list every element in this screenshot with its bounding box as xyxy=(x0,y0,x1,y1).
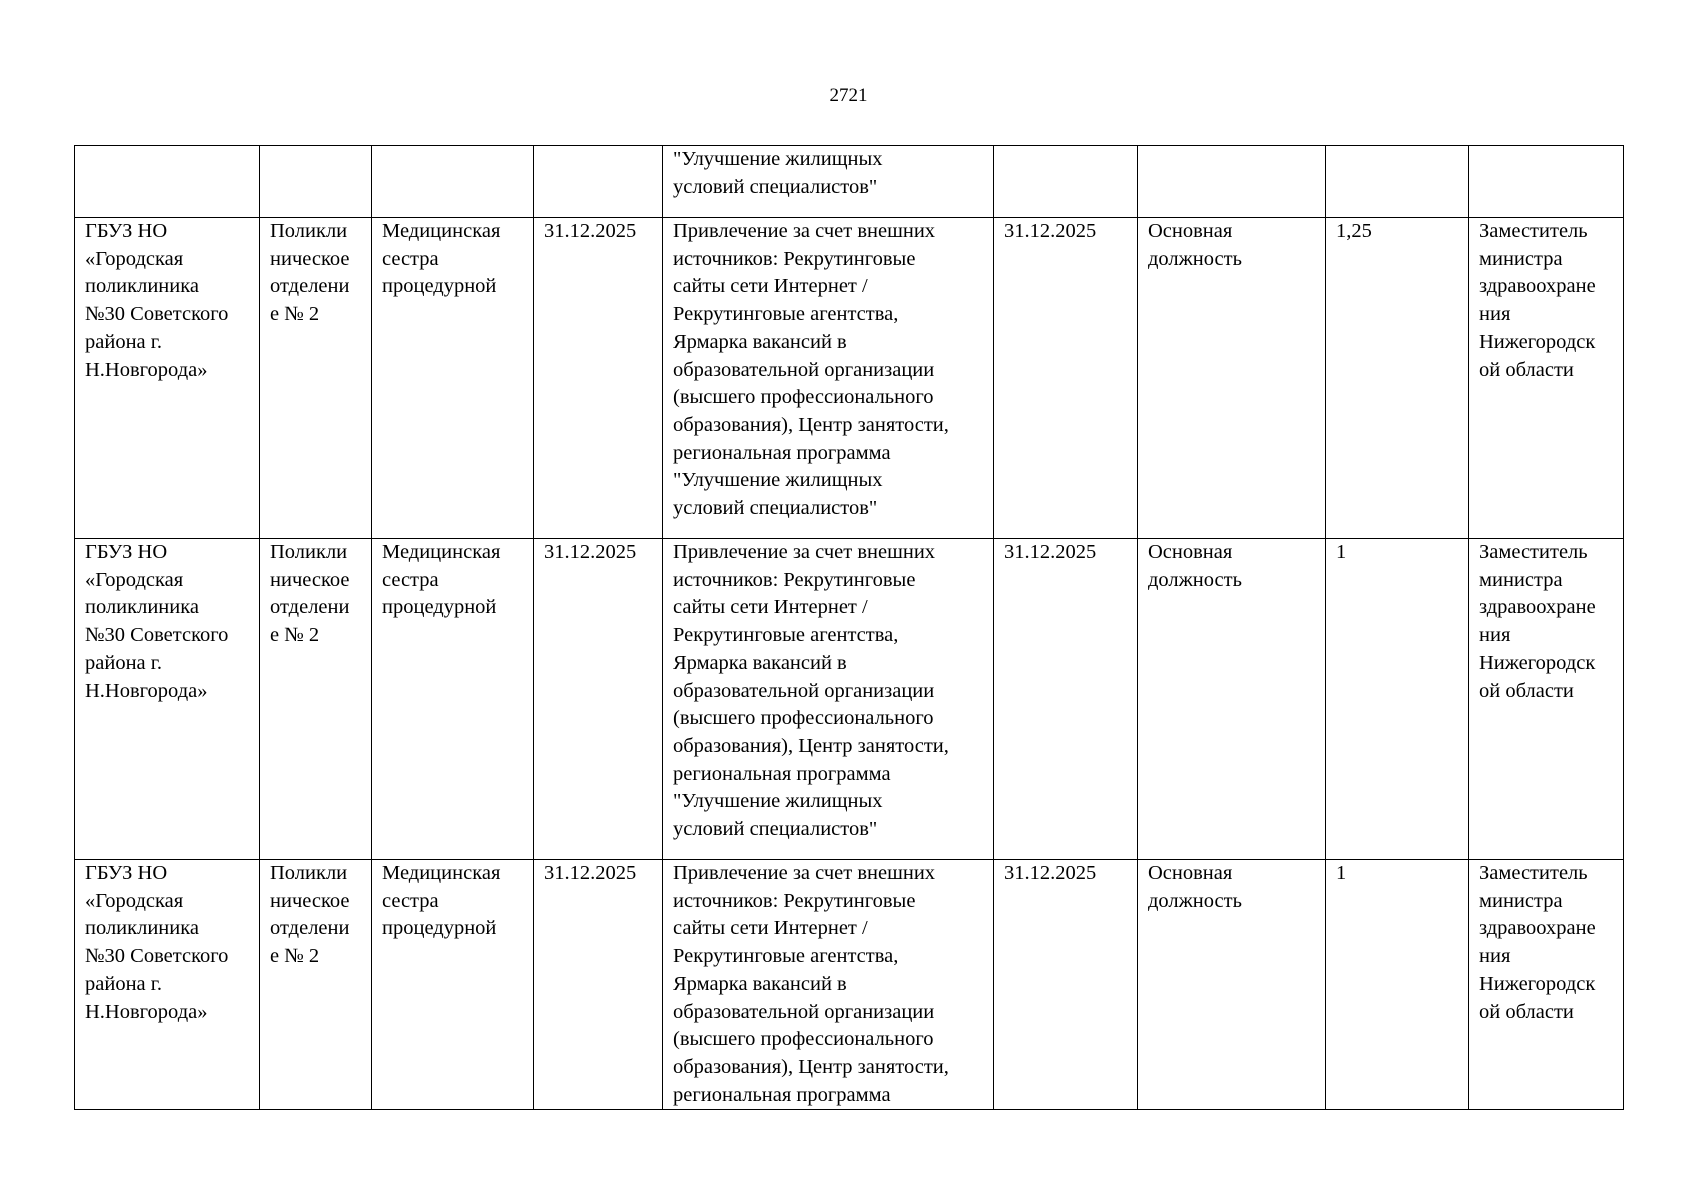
cell-line: (высшего профессионального xyxy=(673,386,934,409)
cell-job-type xyxy=(1138,539,1326,860)
cell-organization xyxy=(75,539,260,860)
cell-line: должность xyxy=(1148,889,1242,912)
cell-line: сестра xyxy=(382,247,439,270)
cell-position xyxy=(372,146,534,218)
cell-line: Медицинская xyxy=(382,220,501,242)
cell-line: региональная программа xyxy=(673,762,891,785)
cell-line: Медицинская xyxy=(382,541,501,563)
cell-line: региональная программа xyxy=(673,1083,891,1106)
cell-line: Основная xyxy=(1148,220,1233,242)
cell-line: "Улучшение жилищных xyxy=(673,148,883,170)
cell-responsible xyxy=(1469,218,1624,539)
cell-method xyxy=(663,860,994,1110)
cell-line: "Улучшение жилищных xyxy=(673,469,883,492)
cell-line: источников: Рекрутинговые xyxy=(673,889,916,912)
cell-line: района г. xyxy=(85,972,162,995)
cell-line: е № 2 xyxy=(270,303,320,326)
cell-date-fill: 31.12.2025 xyxy=(994,860,1138,1110)
cell-line: сайты сети Интернет / xyxy=(673,596,868,619)
cell-date-fill xyxy=(994,146,1138,218)
cell-position xyxy=(372,218,534,539)
cell-line: ГБУЗ НО xyxy=(85,862,168,884)
cell-department xyxy=(260,218,372,539)
cell-line: должность xyxy=(1148,568,1242,591)
cell-line: образовательной организации xyxy=(673,358,935,381)
cell-line: е № 2 xyxy=(270,945,320,968)
cell-position xyxy=(372,539,534,860)
cell-line: (высшего профессионального xyxy=(673,1028,934,1051)
cell-line: Заместитель xyxy=(1479,541,1588,563)
cell-rate: 1 xyxy=(1326,860,1469,1110)
cell-line: ническое xyxy=(270,247,350,270)
cell-line: должность xyxy=(1148,247,1242,270)
cell-line: образовательной организации xyxy=(673,679,935,702)
cell-line: ническое xyxy=(270,568,350,591)
cell-line: е № 2 xyxy=(270,624,320,647)
cell-line: ой области xyxy=(1479,1000,1574,1023)
cell-line: Н.Новгорода» xyxy=(85,679,208,702)
table-row xyxy=(75,218,1624,539)
page-number: 2721 xyxy=(829,85,868,106)
cell-line: условий специалистов" xyxy=(673,818,878,841)
cell-organization xyxy=(75,146,260,218)
cell-line: Привлечение за счет внешних xyxy=(673,862,936,884)
cell-responsible xyxy=(1469,860,1624,1110)
cell-line: ническое xyxy=(270,889,350,912)
cell-line: Заместитель xyxy=(1479,862,1588,884)
cell-line: Ярмарка вакансий в xyxy=(673,972,847,995)
cell-rate xyxy=(1326,146,1469,218)
cell-line: процедурной xyxy=(382,917,497,940)
cell-line: сестра xyxy=(382,889,439,912)
cell-line: условий специалистов" xyxy=(673,175,878,198)
cell-line: образования), Центр занятости, xyxy=(673,1055,949,1078)
cell-line: ГБУЗ НО xyxy=(85,220,168,242)
cell-line: Ярмарка вакансий в xyxy=(673,651,847,674)
cell-line: поликлиника xyxy=(85,917,200,940)
cell-date-fill: 31.12.2025 xyxy=(994,539,1138,860)
cell-line: Привлечение за счет внешних xyxy=(673,541,936,563)
cell-line: министра xyxy=(1479,568,1563,591)
cell-line: Рекрутинговые агентства, xyxy=(673,945,899,968)
cell-line: Нижегородск xyxy=(1479,651,1596,674)
cell-line: процедурной xyxy=(382,275,497,298)
cell-line: «Городская xyxy=(85,247,184,270)
cell-responsible xyxy=(1469,146,1624,218)
cell-line: "Улучшение жилищных xyxy=(673,790,883,813)
table-row xyxy=(75,539,1624,860)
cell-line: Поликли xyxy=(270,541,348,563)
cell-date-vacancy: 31.12.2025 xyxy=(534,860,663,1110)
cell-method xyxy=(663,146,994,218)
cell-department xyxy=(260,539,372,860)
cell-line: Заместитель xyxy=(1479,220,1588,242)
cell-line: сайты сети Интернет / xyxy=(673,917,868,940)
cell-line: образования), Центр занятости, xyxy=(673,734,949,757)
vacancy-table xyxy=(74,145,1624,1110)
cell-line: №30 Советского xyxy=(85,303,229,326)
cell-organization xyxy=(75,218,260,539)
cell-line: здравоохране xyxy=(1479,917,1596,940)
cell-line: региональная программа xyxy=(673,441,891,464)
cell-line: источников: Рекрутинговые xyxy=(673,247,916,270)
cell-job-type xyxy=(1138,146,1326,218)
cell-department xyxy=(260,860,372,1110)
cell-line: Н.Новгорода» xyxy=(85,358,208,381)
cell-line: отделени xyxy=(270,275,350,298)
cell-method xyxy=(663,539,994,860)
cell-method xyxy=(663,218,994,539)
cell-line: поликлиника xyxy=(85,596,200,619)
cell-line: Рекрутинговые агентства, xyxy=(673,624,899,647)
table-row-continued xyxy=(75,146,1624,218)
cell-line: сайты сети Интернет / xyxy=(673,275,868,298)
cell-line: источников: Рекрутинговые xyxy=(673,568,916,591)
cell-line: Медицинская xyxy=(382,862,501,884)
cell-date-vacancy xyxy=(534,146,663,218)
cell-line: «Городская xyxy=(85,889,184,912)
cell-line: Поликли xyxy=(270,862,348,884)
cell-line: Основная xyxy=(1148,541,1233,563)
cell-line: района г. xyxy=(85,330,162,353)
cell-line: Основная xyxy=(1148,862,1233,884)
cell-line: здравоохране xyxy=(1479,275,1596,298)
cell-date-vacancy: 31.12.2025 xyxy=(534,539,663,860)
cell-line: ой области xyxy=(1479,679,1574,702)
cell-line: ния xyxy=(1479,303,1511,326)
cell-line: сестра xyxy=(382,568,439,591)
cell-job-type xyxy=(1138,860,1326,1110)
cell-line: «Городская xyxy=(85,568,184,591)
cell-line: здравоохране xyxy=(1479,596,1596,619)
cell-line: ния xyxy=(1479,624,1511,647)
cell-line: ой области xyxy=(1479,358,1574,381)
cell-rate: 1 xyxy=(1326,539,1469,860)
cell-line: Рекрутинговые агентства, xyxy=(673,303,899,326)
cell-line: условий специалистов" xyxy=(673,497,878,520)
cell-line: (высшего профессионального xyxy=(673,707,934,730)
cell-line: Ярмарка вакансий в xyxy=(673,330,847,353)
cell-line: Н.Новгорода» xyxy=(85,1000,208,1023)
cell-organization xyxy=(75,860,260,1110)
cell-line: процедурной xyxy=(382,596,497,619)
cell-line: Нижегородск xyxy=(1479,330,1596,353)
cell-line: ния xyxy=(1479,945,1511,968)
cell-responsible xyxy=(1469,539,1624,860)
cell-line: Привлечение за счет внешних xyxy=(673,220,936,242)
cell-date-fill: 31.12.2025 xyxy=(994,218,1138,539)
cell-line: отделени xyxy=(270,596,350,619)
cell-line: района г. xyxy=(85,651,162,674)
cell-line: образования), Центр занятости, xyxy=(673,413,949,436)
cell-line: Поликли xyxy=(270,220,348,242)
cell-line: министра xyxy=(1479,247,1563,270)
cell-line: поликлиника xyxy=(85,275,200,298)
cell-line: Нижегородск xyxy=(1479,972,1596,995)
cell-department xyxy=(260,146,372,218)
cell-line: отделени xyxy=(270,917,350,940)
cell-position xyxy=(372,860,534,1110)
cell-line: №30 Советского xyxy=(85,624,229,647)
cell-line: ГБУЗ НО xyxy=(85,541,168,563)
cell-date-vacancy: 31.12.2025 xyxy=(534,218,663,539)
cell-line: образовательной организации xyxy=(673,1000,935,1023)
cell-rate: 1,25 xyxy=(1326,218,1469,539)
table-row xyxy=(75,860,1624,1110)
cell-line: министра xyxy=(1479,889,1563,912)
cell-job-type xyxy=(1138,218,1326,539)
cell-line: №30 Советского xyxy=(85,945,229,968)
